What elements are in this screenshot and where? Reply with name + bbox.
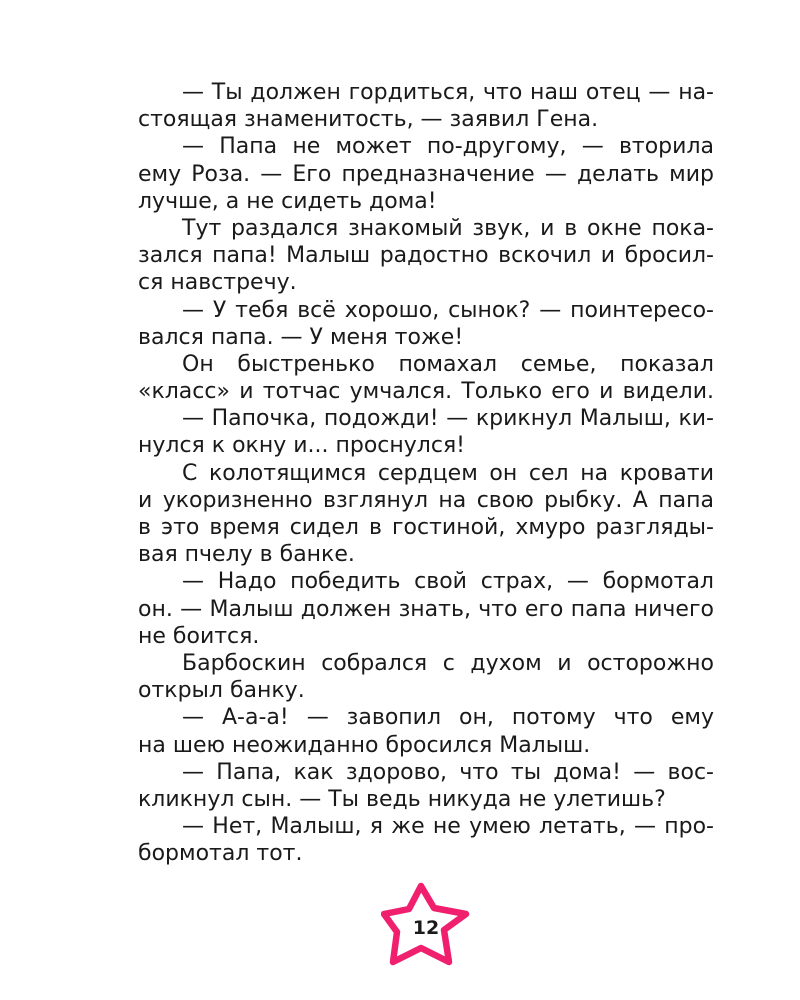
page-number-badge [381,882,471,968]
text-line: лучше, а не сидеть дома! [138,188,437,214]
text-line: — Папочка, подожди! — крикнул Малыш, ки- [182,406,714,432]
text-line: — А-а-а! — завопил он, потому что ему [182,705,714,731]
text-line: зался папа! Малыш радостно вскочил и бросил- [138,243,714,269]
text-line: нулся к окну и... проснулся! [138,433,466,459]
text-line: Барбоскин собрался с духом и осторожно [182,650,714,676]
text-line: в это время сидел в гостиной, хмуро разгляды- [138,515,714,540]
text-line: кликнул сын. — Ты ведь никуда не улетишь? [138,786,666,812]
story-text [138,79,714,867]
text-line: Он быстренько помахал семье, показал [182,351,714,377]
text-line: открыл банку. [138,678,305,704]
text-line: — Папа, как здорово, что ты дома! — вос- [182,759,714,785]
text-line: — Нет, Малыш, я же не умею летать, — про- [182,814,714,840]
text-line: ся навстречу. [138,270,297,296]
text-line: он. — Малыш должен знать, что его папа ничего [138,596,714,622]
text-line: на шею неожиданно бросился Малыш. [138,732,591,758]
text-line: ему Роза. — Его предназначение — делать мир [138,161,714,187]
text-line: не боится. [138,623,260,649]
text-line: вая пчелу в банке. [138,542,355,568]
text-line: Тут раздался знакомый звук, и в окне пока- [182,215,714,241]
text-line: — Ты должен гордиться, что наш отец — на- [182,80,714,105]
text-line: и укоризненно взглянул на свою рыбку. А папа [138,487,714,513]
text-line: — Надо победить свой страх, — бормотал [182,569,714,595]
text-line: бормотал тот. [138,841,303,867]
text-line: С колотящимся сердцем он сел на кровати [182,460,714,486]
text-line: — Папа не может по-другому, — вторила [182,134,714,160]
text-line: вался папа. — У меня тоже! [138,324,464,350]
text-line: «класс» и тотчас умчался. Только его и видели. [138,379,714,405]
text-line: стоящая знаменитость, — заявил Гена. [138,107,599,133]
text-line: — У тебя всё хорошо, сынок? — поинтересо- [182,297,714,323]
page-number: 12 [412,917,440,939]
